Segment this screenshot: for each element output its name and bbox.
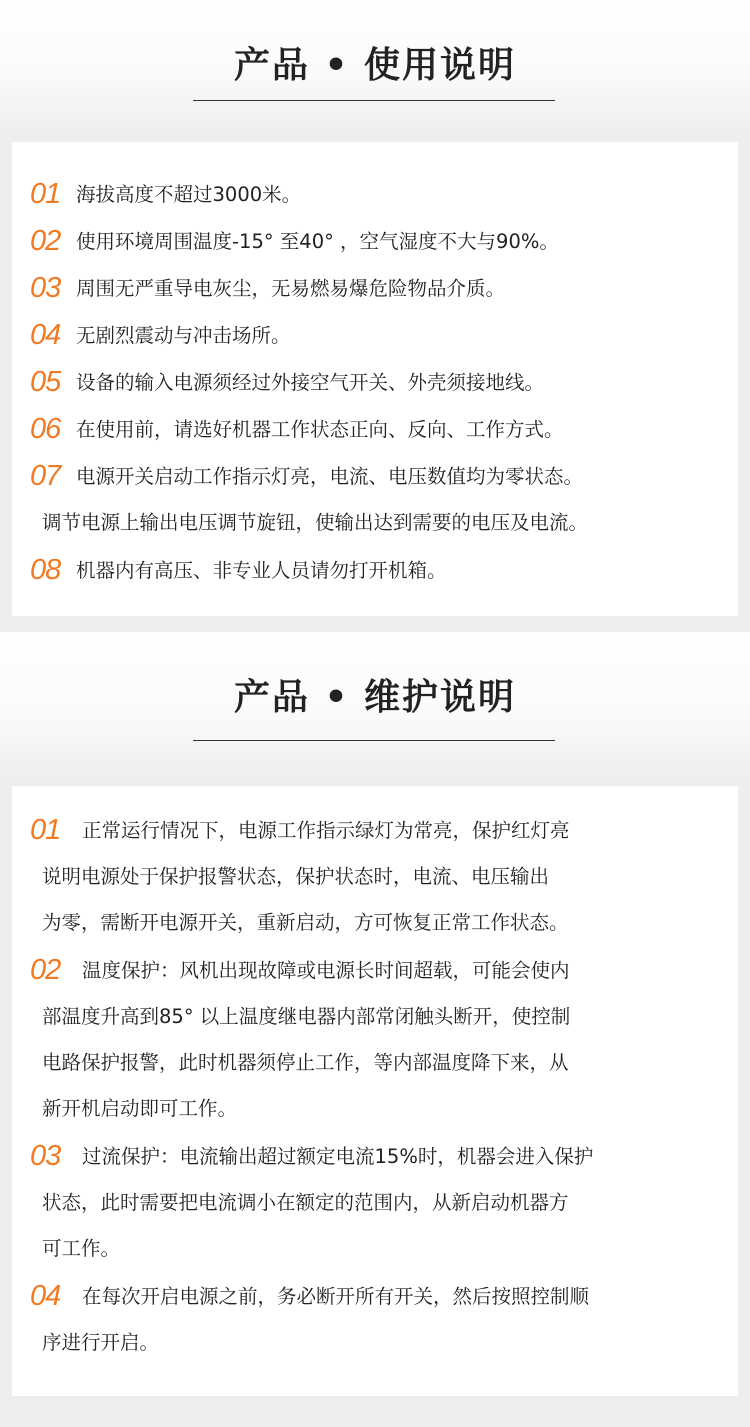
usage-item-number: 03 — [30, 272, 61, 304]
usage-item-continuation: 调节电源上输出电压调节旋钮，使输出达到需要的电压及电流。 — [42, 511, 589, 534]
usage-item-number: 02 — [30, 225, 61, 257]
usage-item-text: 设备的输入电源须经过外接空气开关、外壳须接地线。 — [76, 371, 545, 394]
usage-header — [0, 0, 750, 130]
usage-item-number: 04 — [30, 319, 61, 351]
maintenance-title-rule — [193, 740, 555, 741]
usage-item-number: 07 — [30, 460, 61, 492]
maintenance-header — [0, 632, 750, 777]
usage-item-number: 08 — [30, 554, 61, 586]
maintenance-item-number: 04 — [30, 1280, 61, 1312]
maintenance-item-number: 02 — [30, 954, 61, 986]
maintenance-item-text: 过流保护：电流输出超过额定电流15%时，机器会进入保护 — [82, 1145, 594, 1168]
maintenance-item-line: 说明电源处于保护报警状态，保护状态时，电流、电压输出 — [42, 865, 550, 888]
usage-item-text: 周围无严重导电灰尘，无易燃易爆危险物品介质。 — [76, 277, 506, 300]
maintenance-item-line: 部温度升高到85° 以上温度继电器内部常闭触头断开，使控制 — [42, 1005, 571, 1028]
usage-item-number: 05 — [30, 366, 61, 398]
maintenance-item-number: 03 — [30, 1140, 61, 1172]
maintenance-item-line: 新开机启动即可工作。 — [42, 1097, 238, 1120]
maintenance-item-line: 电路保护报警，此时机器须停止工作，等内部温度降下来，从 — [42, 1051, 569, 1074]
usage-title: 产品 • 使用说明 — [233, 45, 517, 86]
usage-item-text: 海拔高度不超过3000米。 — [76, 183, 302, 206]
usage-title-rule — [193, 100, 555, 101]
usage-item-text: 无剧烈震动与冲击场所。 — [76, 324, 291, 347]
maintenance-item-line: 可工作。 — [42, 1237, 121, 1260]
maintenance-title: 产品 • 维护说明 — [233, 677, 517, 718]
maintenance-item-line: 序进行开启。 — [42, 1331, 160, 1354]
usage-item-text: 使用环境周围温度-15° 至40° ，空气湿度不大与90%。 — [76, 230, 559, 253]
maintenance-item-number: 01 — [30, 814, 61, 846]
usage-item-text: 电源开关启动工作指示灯亮，电流、电压数值均为零状态。 — [76, 465, 584, 488]
usage-panel — [12, 142, 738, 616]
maintenance-item-line: 状态，此时需要把电流调小在额定的范围内，从新启动机器方 — [42, 1191, 569, 1214]
maintenance-item-text: 正常运行情况下，电源工作指示绿灯为常亮，保护红灯亮 — [82, 819, 570, 842]
maintenance-item-text: 在每次开启电源之前，务必断开所有开关，然后按照控制顺 — [82, 1285, 590, 1308]
maintenance-panel — [12, 786, 738, 1396]
usage-item-number: 06 — [30, 413, 61, 445]
usage-item-text: 机器内有高压、非专业人员请勿打开机箱。 — [76, 559, 447, 582]
usage-item-number: 01 — [30, 178, 61, 210]
usage-item-text: 在使用前，请选好机器工作状态正向、反向、工作方式。 — [76, 418, 564, 441]
maintenance-item-text: 温度保护：风机出现故障或电源长时间超载，可能会使内 — [82, 959, 570, 982]
maintenance-item-line: 为零，需断开电源开关，重新启动，方可恢复正常工作状态。 — [42, 911, 569, 934]
